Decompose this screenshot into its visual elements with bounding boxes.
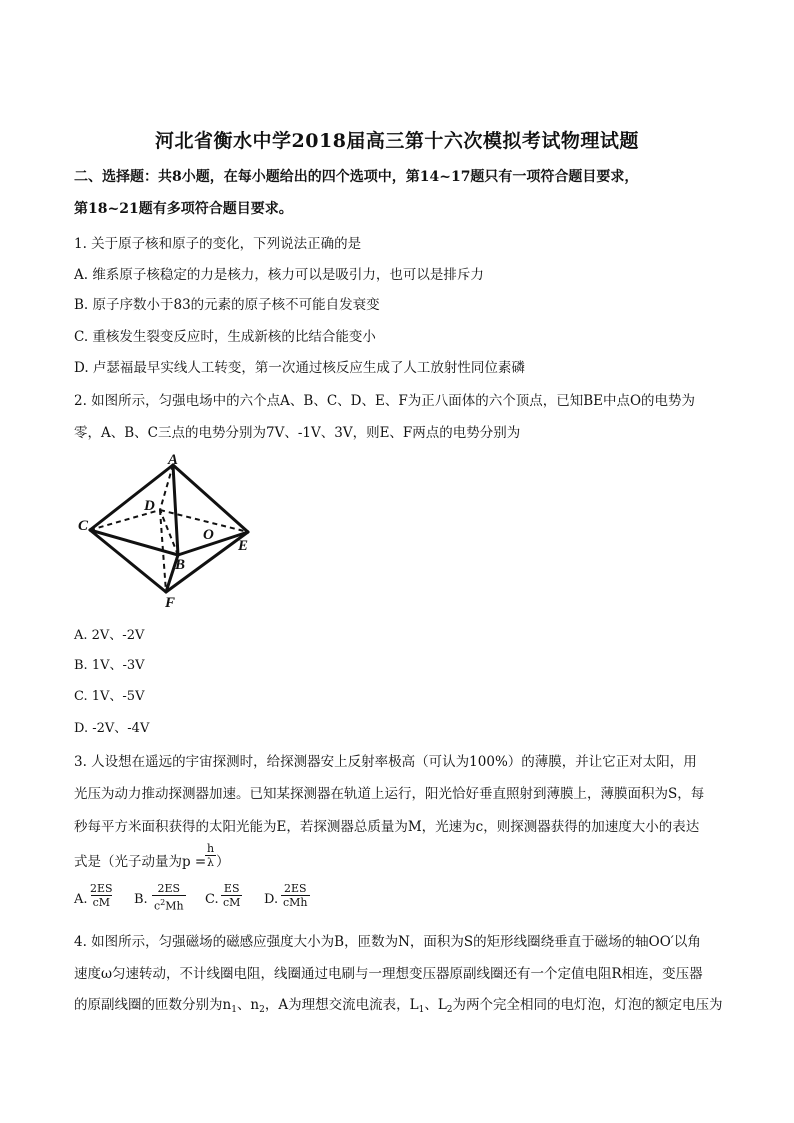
label-d: D [144, 498, 155, 514]
page-title: 河北省衡水中学2018届高三第十六次模拟考试物理试题 [155, 130, 639, 152]
q3-stem-line1: 3. 人设想在遥远的宇宙探测时，给探测器安上反射率极高（可认为100%）的薄膜，并让它正对太阳，用 [74, 754, 697, 770]
q3-option-d-fraction [281, 882, 310, 909]
q4-line3-part-a: 的原副线圈的匝数分别为n [74, 997, 232, 1013]
q4-line3-part-b: 、n [236, 997, 260, 1013]
q2-option-b: B. 1V、-3V [74, 658, 145, 673]
q3-b-den-c: c [154, 899, 161, 913]
label-b: B [175, 557, 186, 573]
q3-stem-prefix: 式是（光子动量为p = [74, 854, 207, 870]
momentum-numerator: h [207, 842, 215, 855]
q3-b-denominator [152, 895, 186, 913]
q3-c-denominator: cM [223, 896, 241, 909]
q4-sub-l2: 2 [446, 1005, 453, 1015]
q3-d-denominator: cMh [283, 896, 308, 909]
q1-stem: 1. 关于原子核和原子的变化，下列说法正确的是 [74, 236, 362, 252]
label-e: E [238, 538, 249, 554]
q4-line3-part-c: ，A为理想交流电流表，L [264, 997, 419, 1013]
q3-d-numerator: 2ES [283, 882, 307, 895]
q3-c-numerator: ES [223, 882, 240, 895]
q3-b-numerator: 2ES [157, 882, 181, 895]
q3-a-denominator: cM [92, 896, 110, 909]
q1-option-d: D. 卢瑟福最早实线人工转变，第一次通过核反应生成了人工放射性同位素磷 [74, 360, 525, 376]
q3-option-a-letter: A. [74, 892, 88, 907]
q3-stem-line2: 光压为动力推动探测器加速。已知某探测器在轨道上运行，阳光恰好垂直照射到薄膜上，薄膜面积为S，每 [74, 786, 705, 802]
q2-stem-line1: 2. 如图所示，匀强电场中的六个点A、B、C、D、E、F为正八面体的六个顶点，已知BE中点O的电势为 [74, 393, 696, 409]
section-heading-line2: 第18~21题有多项符合题目要求。 [74, 201, 293, 217]
section-heading-line1: 二、选择题：共8小题，在每小题给出的四个选项中，第14~17题只有一项符合题目要求， [74, 169, 639, 185]
q4-line3-part-d: 、L [424, 997, 447, 1013]
q4-stem-line1: 4. 如图所示，匀强磁场的磁感应强度大小为B，匝数为N，面积为S的矩形线圈绕垂直于磁场的轴OO′以角 [74, 934, 701, 950]
q2-option-d: D. -2V、-4V [74, 721, 150, 736]
q4-sub-l1: 1 [418, 1005, 425, 1015]
q4-sub-n1: 1 [231, 1005, 237, 1015]
q3-stem-line3: 秒每平方米面积获得的太阳光能为E，若探测器总质量为M，光速为c，则探测器获得的加速度大小的表达 [74, 819, 700, 835]
label-c: C [78, 518, 89, 534]
q1-option-c: C. 重核发生裂变反应时，生成新核的比结合能变小 [74, 329, 376, 345]
q4-line3-part-e: 为两个完全相同的电灯泡，灯泡的额定电压为 [452, 997, 723, 1013]
q3-option-a-fraction [88, 882, 115, 909]
label-f: F [165, 595, 176, 611]
q3-b-den-exponent: 2 [160, 898, 166, 907]
q3-option-b-letter: B. [134, 892, 148, 907]
q3-option-c-letter: C. [205, 892, 219, 907]
q3-stem-line4 [74, 850, 206, 870]
q2-option-c: C. 1V、-5V [74, 689, 145, 704]
label-o: O [203, 527, 214, 543]
q4-sub-n2: 2 [259, 1005, 265, 1015]
q3-b-den-mh: Mh [165, 899, 184, 913]
octahedron-figure [78, 452, 268, 612]
momentum-denominator: λ [207, 856, 215, 869]
q3-option-d-letter: D. [264, 892, 279, 907]
label-a: A [168, 452, 179, 468]
q3-option-c-fraction [221, 882, 242, 909]
q1-option-b: B. 原子序数小于83的元素的原子核不可能自发衰变 [74, 297, 380, 313]
edge-ae [173, 465, 248, 532]
edge-ab [173, 465, 178, 555]
q4-stem-line2: 速度ω匀速转动，不计线圈电阻，线圈通过电刷与一理想变压器原副线圈还有一个定值电阻R相连，变压器 [74, 966, 703, 982]
q2-stem-line2: 零，A、B、C三点的电势分别为7V、-1V、3V，则E、F两点的电势分别为 [74, 425, 521, 441]
q3-a-numerator: 2ES [90, 882, 113, 895]
q1-option-a: A. 维系原子核稳定的力是核力，核力可以是吸引力，也可以是排斥力 [74, 267, 484, 283]
q3-stem-suffix: ） [216, 854, 230, 870]
q2-option-a: A. 2V、-2V [74, 628, 145, 643]
q3-option-b-fraction [152, 882, 186, 913]
photon-momentum-fraction [205, 842, 216, 869]
q4-stem-line3 [74, 993, 734, 1015]
